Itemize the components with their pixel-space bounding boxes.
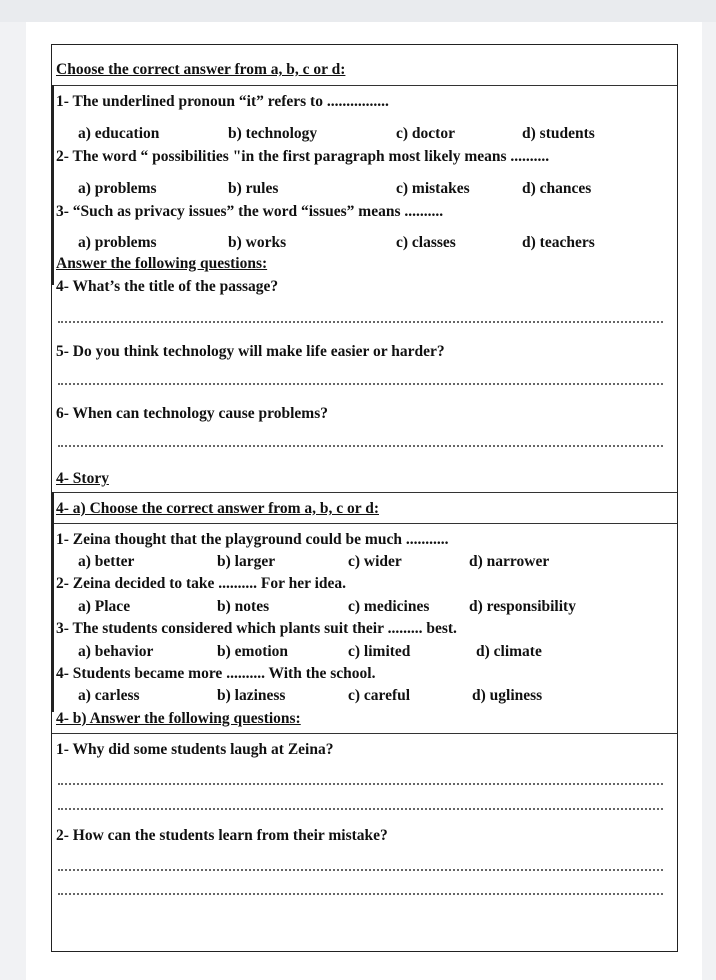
option-1d: d) students xyxy=(522,125,595,142)
question-5: 5- Do you think technology will make life easier or harder? xyxy=(56,343,445,360)
viewer-top-strip xyxy=(0,0,716,22)
option-2c: c) mistakes xyxy=(396,180,470,197)
option-3a: a) problems xyxy=(78,234,157,251)
story-question-3: 3- The students considered which plants suit their ......... best. xyxy=(56,620,457,637)
answer-line xyxy=(58,383,663,385)
story-option-4c: c) careful xyxy=(348,687,411,704)
option-1b: b) technology xyxy=(228,125,318,142)
option-3b: b) works xyxy=(228,234,287,251)
answer-line xyxy=(58,783,663,785)
option-1a: a) education xyxy=(78,125,160,142)
story-b-question-2: 2- How can the students learn from their mistake? xyxy=(56,827,388,844)
story-option-4d: d) ugliness xyxy=(472,687,543,704)
option-1c: c) doctor xyxy=(396,125,455,142)
option-2d: d) chances xyxy=(522,180,592,197)
story-question-1: 1- Zeina thought that the playground could be much ........... xyxy=(56,531,449,548)
divider xyxy=(52,733,677,734)
answer-line xyxy=(58,321,663,323)
answer-line xyxy=(58,893,663,895)
worksheet-frame xyxy=(51,44,678,952)
question-2: 2- The word “ possibilities "in the first paragraph most likely means .......... xyxy=(56,148,550,165)
story-option-1d: d) narrower xyxy=(469,553,550,570)
question-1: 1- The underlined pronoun “it” refers to ................ xyxy=(56,93,389,110)
divider xyxy=(52,523,677,524)
answer-line xyxy=(58,445,663,447)
story-option-4b: b) laziness xyxy=(217,687,286,704)
option-2a: a) problems xyxy=(78,180,157,197)
divider xyxy=(52,492,677,493)
story-option-4a: a) carless xyxy=(78,687,140,704)
story-part-b-heading: 4- b) Answer the following questions: xyxy=(56,710,301,727)
story-option-2d: d) responsibility xyxy=(469,598,576,615)
option-2b: b) rules xyxy=(228,180,279,197)
question-3: 3- “Such as privacy issues” the word “issues” means .......... xyxy=(56,203,444,220)
story-option-1c: c) wider xyxy=(348,553,402,570)
margin-rule xyxy=(52,492,54,712)
question-4: 4- What’s the title of the passage? xyxy=(56,278,279,295)
margin-rule xyxy=(52,85,54,285)
story-option-3c: c) limited xyxy=(348,643,411,660)
story-question-4: 4- Students became more .......... With the school. xyxy=(56,665,376,682)
answer-line xyxy=(58,808,663,810)
story-option-3d: d) climate xyxy=(476,643,542,660)
section1-heading: Choose the correct answer from a, b, c or d: xyxy=(56,61,346,78)
option-3d: d) teachers xyxy=(522,234,595,251)
divider xyxy=(52,85,677,86)
question-6: 6- When can technology cause problems? xyxy=(56,405,328,422)
story-b-question-1: 1- Why did some students laugh at Zeina? xyxy=(56,741,334,758)
story-option-2c: c) medicines xyxy=(348,598,430,615)
story-option-1b: b) larger xyxy=(217,553,276,570)
story-part-a-heading: 4- a) Choose the correct answer from a, b, c or d: xyxy=(56,500,379,517)
story-option-2a: a) Place xyxy=(78,598,131,615)
answer-line xyxy=(58,869,663,871)
story-question-2: 2- Zeina decided to take .......... For her idea. xyxy=(56,575,347,592)
story-option-1a: a) better xyxy=(78,553,135,570)
section2-heading: Answer the following questions: xyxy=(56,255,268,272)
story-option-3b: b) emotion xyxy=(217,643,289,660)
story-option-3a: a) behavior xyxy=(78,643,154,660)
option-3c: c) classes xyxy=(396,234,456,251)
story-option-2b: b) notes xyxy=(217,598,270,615)
story-heading: 4- Story xyxy=(56,470,109,487)
